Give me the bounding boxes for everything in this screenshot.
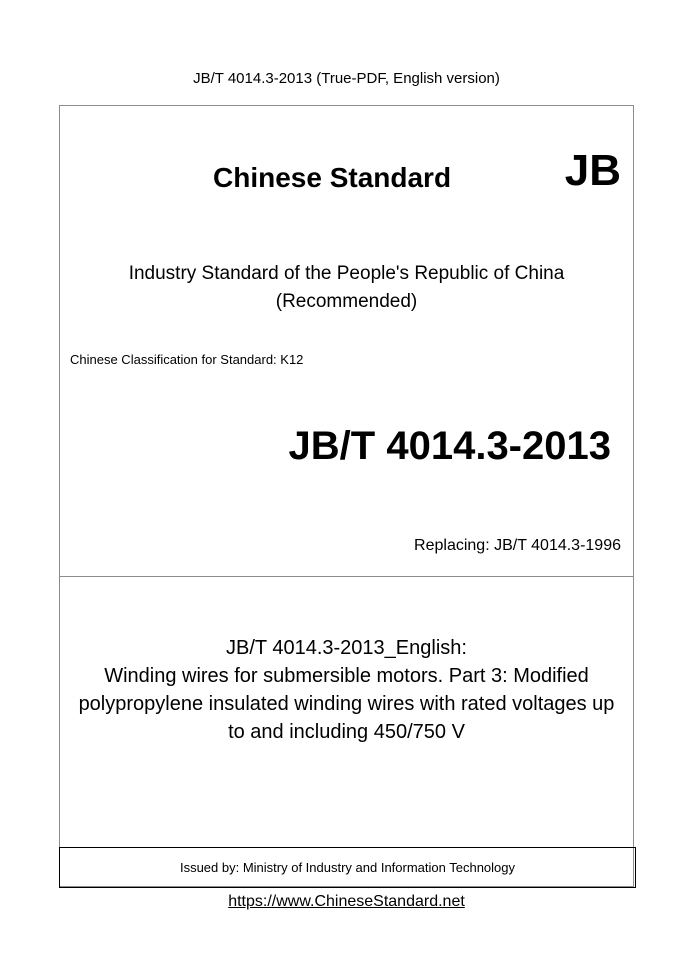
- classification-text: Chinese Classification for Standard: K12: [70, 352, 304, 367]
- website-link[interactable]: https://www.ChineseStandard.net: [228, 893, 465, 910]
- industry-line-2: (Recommended): [275, 291, 418, 312]
- standard-number: JB/T 4014.3-2013: [288, 424, 611, 468]
- issuer-box: [59, 847, 636, 888]
- english-title-block: [60, 634, 633, 746]
- cover-top-section: [60, 106, 633, 577]
- english-title-line-3: polypropylene insulated winding wires with rated voltages up: [78, 693, 615, 715]
- cover-frame: [59, 105, 634, 887]
- english-title-line-4: to and including 450/750 V: [228, 721, 465, 743]
- industry-statement: [60, 260, 633, 316]
- english-title-line-1: JB/T 4014.3-2013_English:: [226, 637, 467, 659]
- issuer-text: Issued by: Ministry of Industry and Information Technology: [179, 860, 516, 875]
- cover-title: Chinese Standard: [213, 162, 452, 193]
- document-header: JB/T 4014.3-2013 (True-PDF, English version): [193, 70, 500, 87]
- english-title-line-2: Winding wires for submersible motors. Part 3: Modified: [104, 665, 589, 687]
- industry-line-1: Industry Standard of the People's Republic of China: [128, 263, 565, 284]
- replacing-text: Replacing: JB/T 4014.3-1996: [414, 537, 621, 554]
- standard-code-mark: JB: [564, 146, 621, 195]
